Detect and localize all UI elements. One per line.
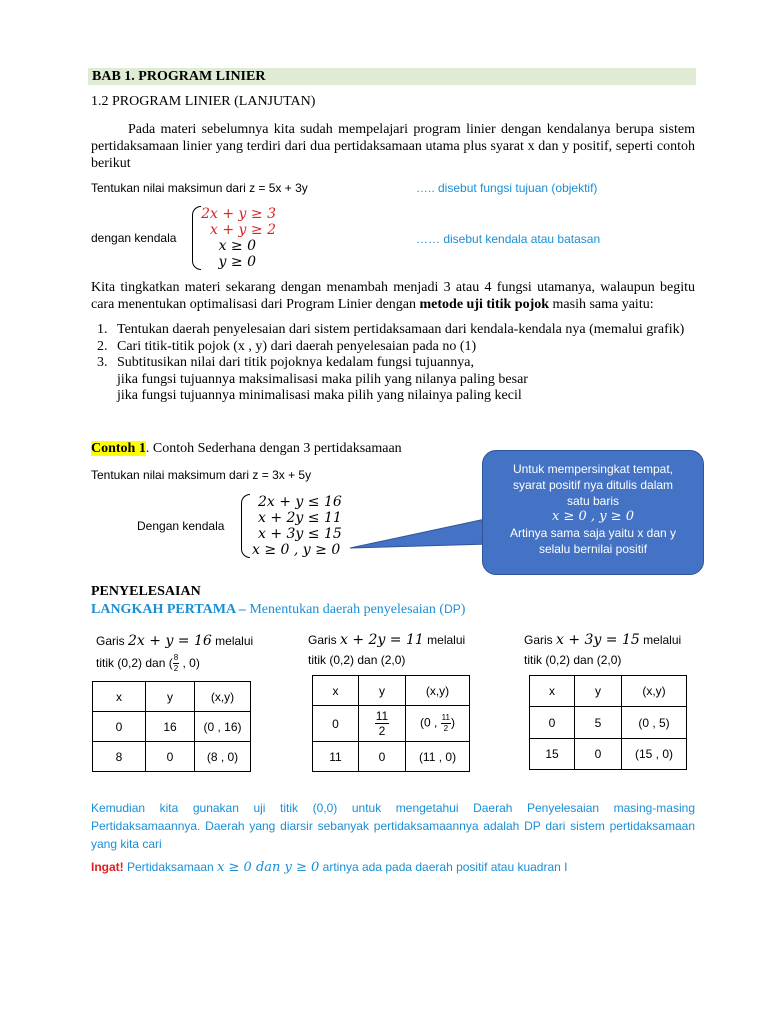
line-1-suffix: melalui (211, 634, 254, 648)
step-1: 1. Tentukan daerah penyelesaian dari sistem pertidaksamaan dari kendala-kendala nya (memalui grafik) (111, 322, 701, 339)
method-text-before: Kita tingkatkan materi sekarang dengan menambah menjadi 3 atau 4 fungsi utamanya, walaupun begitu cara menentukan optimalisasi dari Program Linier dengan (91, 280, 695, 312)
step-3-text: Subtitusikan nilai dari titik pojoknya kedalam fungsi tujuannya, (117, 355, 474, 370)
table-header-row: x y (x,y) (530, 676, 687, 707)
table-row: 15 0 (15 , 0) (530, 739, 687, 770)
example-constraint-label: Dengan kendala (137, 519, 225, 533)
line-1-equation: 2𝑥 + 𝑦 = 16 (128, 633, 212, 649)
steps-list (91, 322, 701, 405)
step-3 (111, 355, 701, 405)
reminder-label: Ingat! (91, 860, 124, 874)
callout-line-3: satu baris (566, 494, 620, 508)
objective-statement: Tentukan nilai maksimun dari z = 5x + 3y (91, 181, 308, 195)
table-row: 8 0 (8 , 0) (93, 742, 251, 772)
line-3-prefix: Garis (524, 633, 557, 647)
line-1-prefix: Garis (96, 634, 129, 648)
callout-line-4: Artinya sama saja yaitu x dan y (509, 526, 677, 540)
line-2-prefix: Garis (308, 633, 341, 647)
constraint-3: 𝑥 ≥ 0 (218, 238, 256, 254)
table-line-2 (312, 675, 470, 772)
reminder-pre: Pertidaksamaan (123, 860, 218, 874)
example-description: . Contoh Sederhana dengan 3 pertidaksamaan (145, 441, 402, 456)
example-constraint-list (252, 494, 342, 558)
callout-math: 𝑥 ≥ 0 , 𝑦 ≥ 0 (552, 509, 634, 524)
closing-paragraph: Kemudian kita gunakan uji titik (0,0) untuk mengetahui Daerah Penyelesaian masing-masing Pertidaksamaannya. Daerah yang diarsir sebanyak pertidaksamaannya adalah DP dari sistem pertidaksamaan yang kita cari (91, 801, 695, 851)
line-2-description (308, 630, 465, 670)
line-1-titik: titik (0,2) dan ( (96, 656, 173, 670)
table-line-1 (92, 681, 251, 772)
step-one-dp: DP (444, 602, 461, 616)
method-paragraph (91, 279, 695, 313)
table-row: 0 16 (0 , 16) (93, 712, 251, 742)
example-title (91, 441, 402, 457)
line-2-equation: 𝑥 + 2𝑦 = 11 (340, 632, 424, 648)
solution-heading: PENYELESAIAN (91, 584, 201, 599)
y-fraction: $\frac{11}{2}$ (375, 709, 389, 738)
table-row: 0 5 (0 , 5) (530, 707, 687, 739)
objective-note: ….. disebut fungsi tujuan (objektif) (416, 181, 598, 195)
table-row: 11 0 (11 , 0) (313, 742, 470, 772)
reminder-line (91, 860, 568, 875)
line-3-description (524, 630, 681, 670)
example-objective: Tentukan nilai maksimum dari z = 3x + 5y (91, 468, 312, 482)
constraint-1: 2𝑥 + 𝑦 ≥ 3 (201, 206, 276, 222)
step-3-max: jika fungsi tujuannya maksimalisasi maka pilih yang nilanya paling besar (117, 371, 528, 387)
step-2: 2. Cari titik-titik pojok (x , y) dari daerah penyelesaian pada no (1) (111, 339, 701, 356)
example-label: Contoh 1 (91, 441, 146, 456)
line-1-titik-end: , 0) (179, 656, 200, 670)
callout-pointer (350, 510, 490, 552)
example-constraint-2: 𝑥 + 2𝑦 ≤ 11 (258, 510, 342, 526)
callout-bubble (482, 450, 704, 575)
step-one-heading (91, 602, 465, 618)
table-header-row: x y (x,y) (313, 676, 470, 706)
line-3-titik: titik (0,2) dan (2,0) (524, 653, 622, 667)
reminder-post: artinya ada pada daerah positif atau kuadran I (319, 860, 568, 874)
section-subheading: 1.2 PROGRAM LINIER (LANJUTAN) (91, 94, 316, 109)
example-constraint-4: 𝑥 ≥ 0 , 𝑦 ≥ 0 (252, 542, 341, 558)
table-header-row: x y (x,y) (93, 682, 251, 712)
constraint-4: 𝑦 ≥ 0 (218, 254, 256, 270)
table-line-3 (529, 675, 687, 770)
line-3-suffix: melalui (639, 633, 682, 647)
step-one-label: LANGKAH PERTAMA – (91, 602, 246, 617)
constraint-label: dengan kendala (91, 231, 177, 245)
callout-line-2: syarat positif nya ditulis dalam (512, 478, 674, 492)
example-constraint-3: 𝑥 + 3𝑦 ≤ 15 (258, 526, 342, 542)
example-left-brace (241, 494, 250, 558)
point-fraction: $\frac{11}{2}$ (441, 713, 450, 733)
line-2-suffix: melalui (423, 633, 466, 647)
step-3-min: jika fungsi tujuannya minimalisasi maka pilih yang nilainya paling kecil (117, 388, 522, 403)
intro-paragraph: Pada materi sebelumnya kita sudah mempelajari program linier dengan kendalanya berupa sistem pertidaksamaan linier yang terdiri dari dua pertidaksamaan utama plus syarat x dan y positif, seperti contoh berikut (91, 122, 695, 171)
method-text-after: masih sama yaitu: (549, 297, 654, 312)
callout-line-1: Untuk mempersingkat tempat, (512, 462, 674, 476)
reminder-math: 𝑥 ≥ 0 𝑑𝑎𝑛 𝑦 ≥ 0 (217, 860, 320, 875)
line-1-fraction: $\frac{8}{2}$ (173, 653, 179, 674)
constraint-note: …… disebut kendala atau batasan (416, 232, 601, 246)
constraint-2: 𝑥 + 𝑦 ≥ 2 (210, 222, 276, 238)
line-1-description (96, 630, 253, 674)
line-2-titik: titik (0,2) dan (2,0) (308, 653, 406, 667)
callout-line-5: selalu bernilai positif (538, 542, 648, 556)
step-one-desc: Menentukan daerah penyelesaian ( (245, 602, 445, 617)
table-row: 0 $\frac{11}{2}$ (0 , $\frac{11}{2}$ ) (313, 706, 470, 742)
step-one-close: ) (460, 602, 466, 617)
line-3-equation: 𝑥 + 3𝑦 = 15 (556, 632, 640, 648)
constraint-list (198, 206, 276, 270)
method-name: metode uji titik pojok (419, 297, 550, 312)
chapter-heading: BAB 1. PROGRAM LINIER (88, 68, 696, 85)
example-constraint-1: 2𝑥 + 𝑦 ≤ 16 (258, 494, 342, 510)
